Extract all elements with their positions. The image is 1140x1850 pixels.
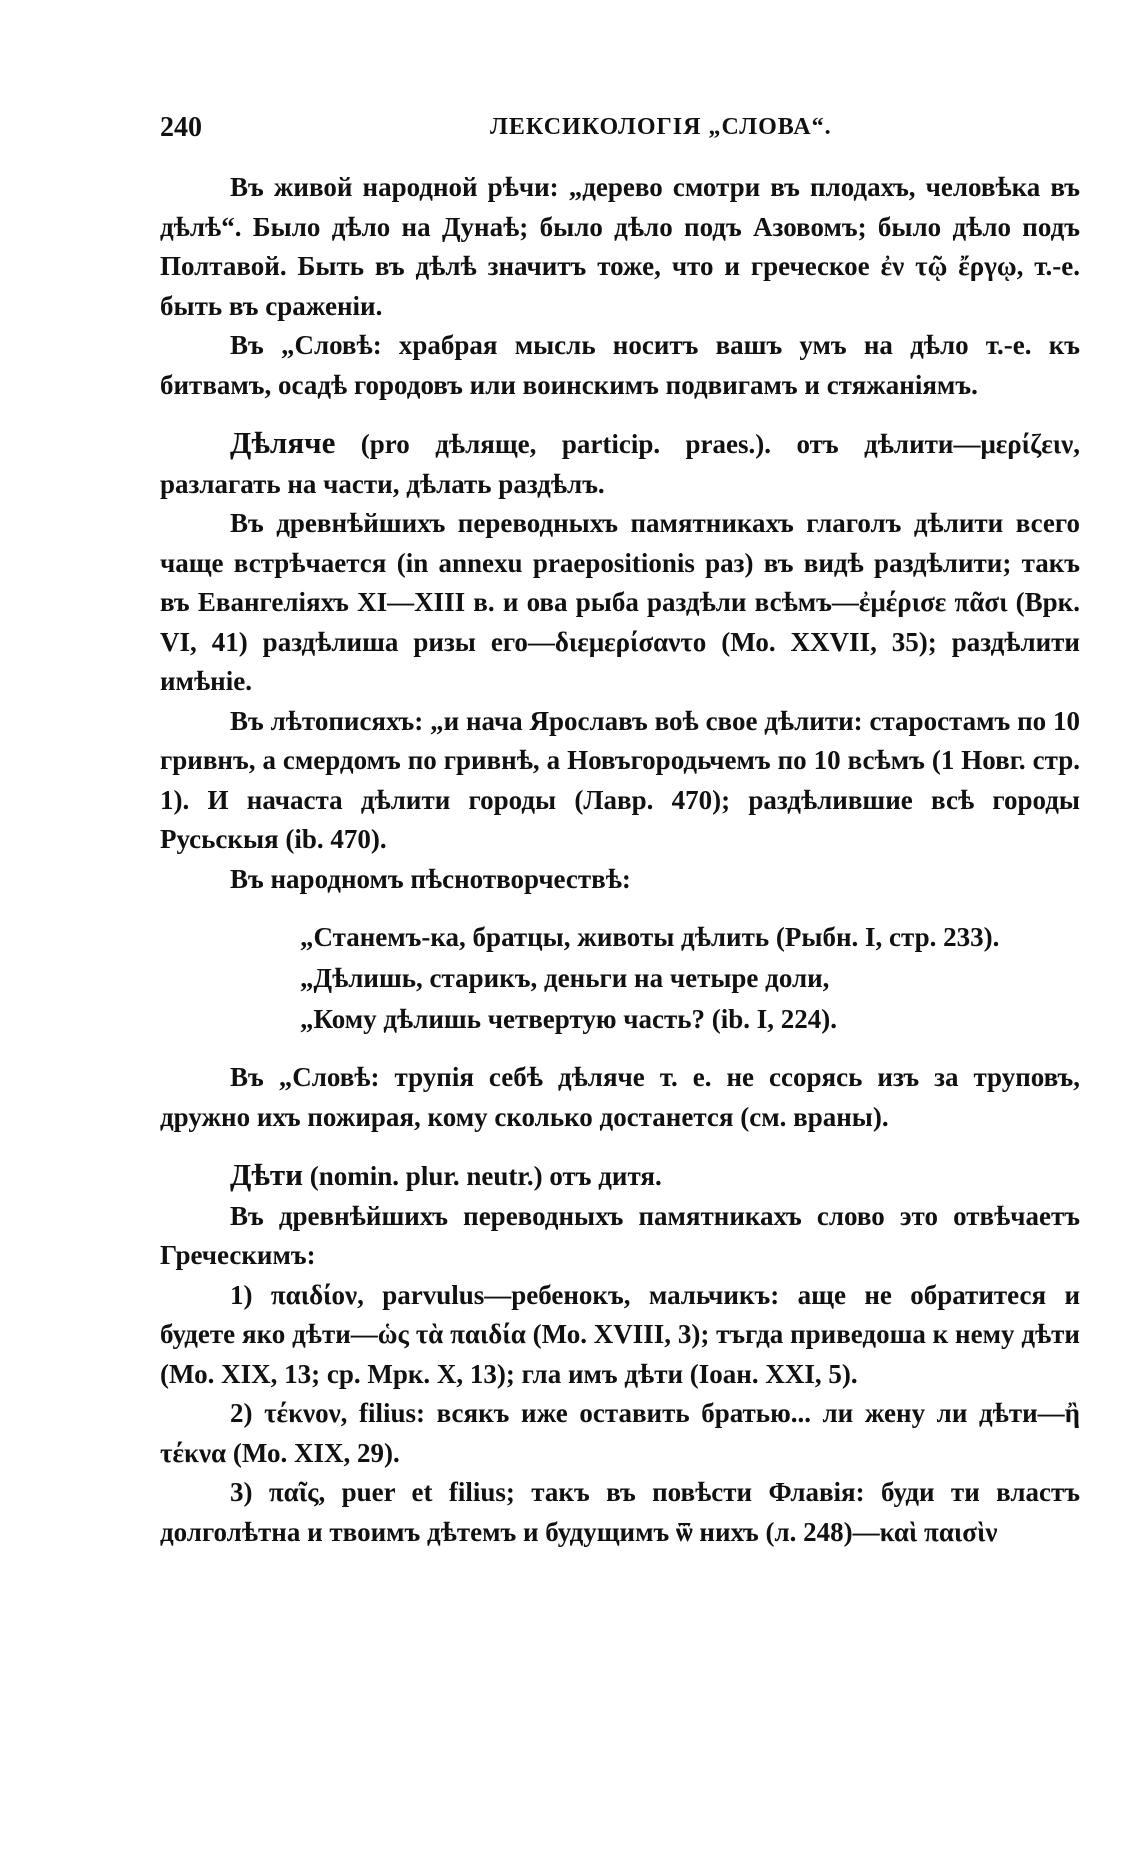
paragraph: 3) παῖς, puer et filius; такъ въ повѣсти Флавія: буди ти властъ долголѣтна и твоимъ дѣтемъ и будущимъ ѿ нихъ (л. 248)—καὶ παισὶν [160,1477,1080,1547]
headword-gloss: (pro дѣляще, particip. praes.). отъ дѣлити—μερίζειν, разлагать на части, дѣлать раздѣлъ. [160,429,1080,499]
poem-line: „Станемъ-ка, братцы, животы дѣлить (Рыбн. I, стр. 233). [300,922,1000,952]
headword: Дѣти [230,1157,304,1192]
paragraph: 1) παιδίον, parvulus—ребенокъ, мальчикъ: аще не обратитеся и будете яко дѣти—ὡς τὰ παιδία (Мо. XVIII, 3); тъгда приведоша к нему дѣти (Мо. XIX, 13; ср. Мрк. X, 13); гла имъ дѣти (Іоан. XXI, 5). [160,1279,1080,1389]
headword: Дѣляче [230,425,336,460]
paragraph: Въ древнѣйшихъ переводныхъ памятникахъ глаголъ дѣлити всего чаще встрѣчается (in annexu praepositionis раз) въ видѣ раздѣлити; такъ въ Евангеліяхъ XI—XIII в. и ова рыба раздѣли всѣмъ—ἐμέρισε πᾶσι (Врк. VI, 41) раздѣлиша ризы его—διεμερίσαντο (Мо. XXVII, 35); раздѣлити имѣніе. [160,508,1080,696]
paragraph: Въ „Словѣ: трупія себѣ дѣляче т. е. не ссорясь изъ за труповъ, дружно ихъ пожирая, кому сколько достанется (см. враны). [160,1062,1080,1132]
page-header [160,112,990,152]
paragraph: Въ древнѣйшихъ переводныхъ памятникахъ слово это отвѣчаетъ Греческимъ: [160,1200,1080,1270]
entry-dieti [160,1155,1080,1197]
poem-line: „Дѣлишь, старикъ, деньги на четыре доли, [300,963,830,993]
paragraph: Въ народномъ пѣснотворчествѣ: [230,863,631,894]
running-head: ЛЕКСИКОЛОГІЯ „СЛОВА“. [490,114,832,140]
poem-line: „Кому дѣлишь четвертую часть? (ib. I, 224). [300,1004,837,1034]
paragraph: Въ живой народной рѣчи: „дерево смотри въ плодахъ, человѣка въ дѣлѣ“. Было дѣло на Дунаѣ; было дѣло подъ Азовомъ; было дѣло подъ Полтавой. Быть въ дѣлѣ значитъ тоже, что и греческое ἐν τῷ ἔργῳ, т.-е. быть въ сраженіи. [160,172,1080,321]
page-body [160,168,1080,1552]
page-number: 240 [160,112,202,143]
poem-quote [300,917,1080,1040]
headword-gloss: (nomin. plur. neutr.) отъ дитя. [309,1161,662,1191]
entry-dieliache [160,423,1080,504]
paragraph: Въ лѣтописяхъ: „и нача Ярославъ воѣ свое дѣлити: старостамъ по 10 гривнъ, а смердомъ по гривнѣ, а Новъгородьчемъ по 10 всѣмъ (1 Новг. стр. 1). И начаста дѣлити городы (Лавр. 470); раздѣлившие всѣ городы Русьскыя (ib. 470). [160,705,1080,854]
paragraph: Въ „Словѣ: храбрая мысль носитъ вашъ умъ на дѣло т.-е. къ битвамъ, осадѣ городовъ или воинскимъ подвигамъ и стяжаніямъ. [160,330,1080,400]
paragraph: 2) τέκνον, filius: всякъ иже оставить братью... ли жену ли дѣти—ἢ τέκνα (Мо. XIX, 29). [160,1398,1080,1468]
